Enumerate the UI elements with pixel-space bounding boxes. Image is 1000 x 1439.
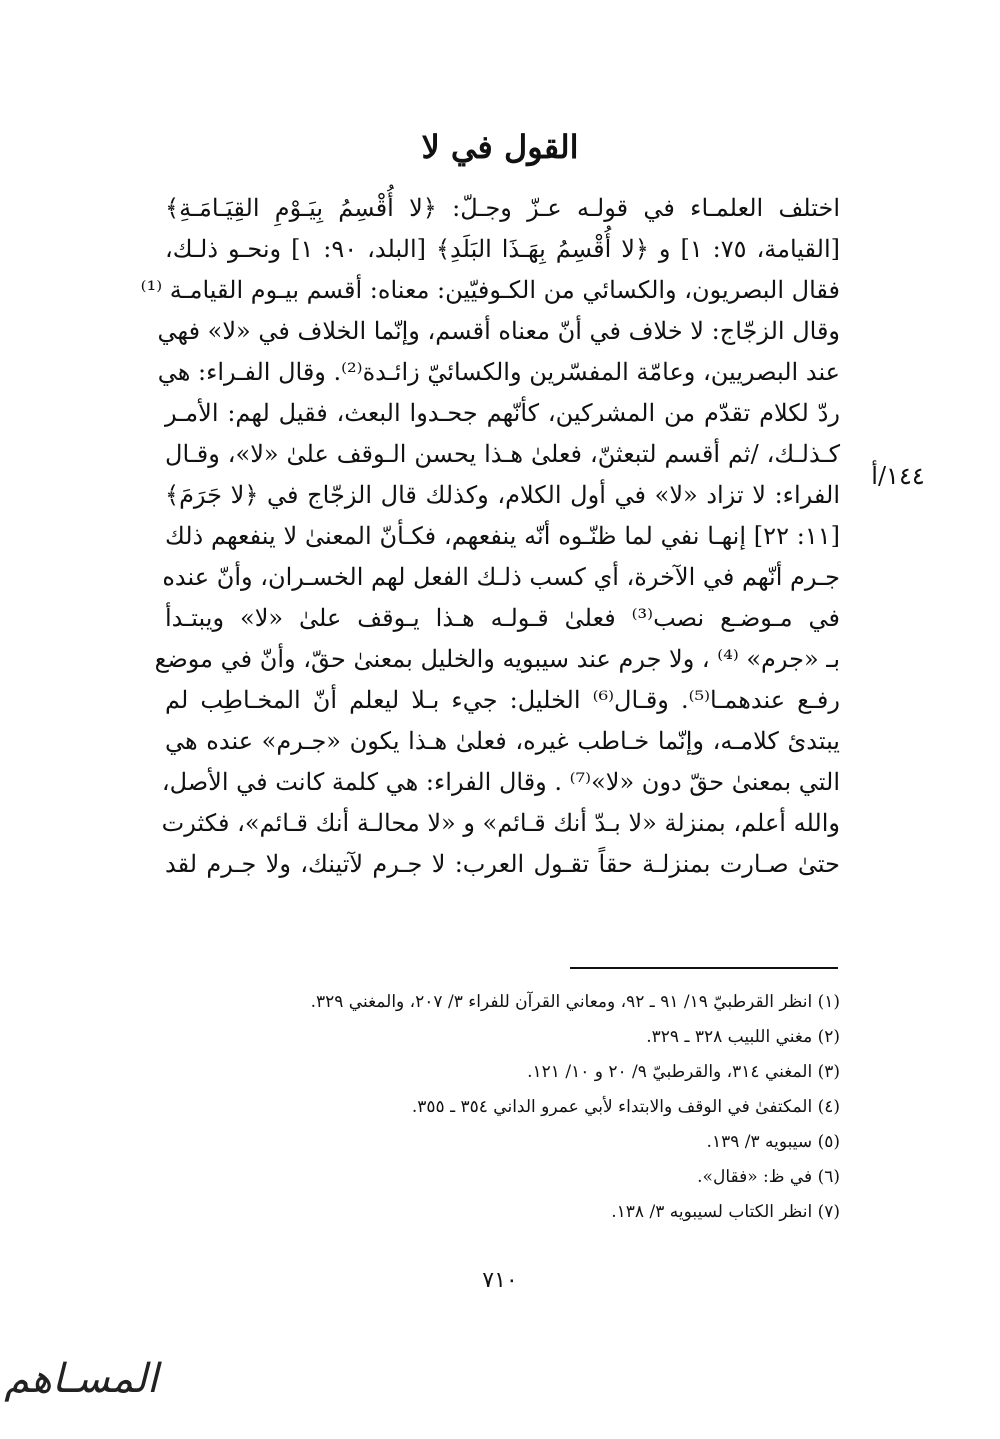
body-line: ردّ لكلام تقدّم من المشركين، كأنّهم جحـدوا البعث، فقيل لهم: الأمـر bbox=[165, 399, 840, 427]
body-line: اختلف العلمـاء في قولـه عـزّ وجـلّ: ﴿لا أُقْسِمُ بِيَـوْمِ القِيَـامَـةِ﴾ bbox=[165, 194, 840, 222]
footnote: (٤) المكتفىٰ في الوقف والابتداء لأبي عمرو الداني ٣٥٤ ـ ٣٥٥. bbox=[411, 1097, 840, 1117]
page-title: القول في لا bbox=[421, 128, 579, 166]
footnote: (٢) مغني اللبيب ٣٢٨ ـ ٣٢٩. bbox=[646, 1027, 840, 1047]
body-line: يبتدئ كلامـه، وإنّما خـاطب غيره، فعلىٰ هـذا يكون «جـرم» عنده هي bbox=[165, 727, 840, 755]
body-text bbox=[140, 188, 841, 885]
footnotes-list bbox=[160, 985, 840, 1230]
body-line: رفـع عندهمـا⁽⁵⁾. وقـال⁽⁶⁾ الخليل: جيء بـلا ليعلم أنّ المخـاطِب لم bbox=[165, 686, 840, 714]
footnote: (٦) في ظ: «فقال». bbox=[697, 1167, 840, 1187]
body-line: عند البصريين، وعامّة المفسّرين والكسائيّ زائـدة⁽²⁾. وقال الفـراء: هي bbox=[157, 358, 840, 386]
footnote: (٥) سيبويه ٣/ ١٣٩. bbox=[706, 1132, 840, 1152]
body-line: كـذلـك، /ثم أقسم لتبعثنّ، فعلىٰ هـذا يحسن الـوقف علىٰ «لا»، وقـال bbox=[165, 440, 840, 468]
body-line: التي بمعنىٰ حقّ دون «لا»⁽⁷⁾ . وقال الفراء: هي كلمة كانت في الأصل، bbox=[161, 768, 840, 796]
stamp-text: المسـاهم bbox=[4, 1356, 158, 1402]
footnote-divider bbox=[570, 967, 838, 969]
body-line: الفراء: لا تزاد «لا» في أول الكلام، وكذلك قال الزجّاج في ﴿لا جَرَمَ﴾ bbox=[165, 481, 840, 509]
page-number: ٧١٠ bbox=[482, 1268, 518, 1293]
body-line: بـ «جرم» ⁽⁴⁾ ، ولا جرم عند سيبويه والخليل بمعنىٰ حقّ، وأنّ في موضع bbox=[154, 645, 840, 673]
footnote: (١) انظر القرطبيّ ١٩/ ٩١ ـ ٩٢، ومعاني القرآن للفراء ٣/ ٢٠٧، والمغني ٣٢٩. bbox=[310, 992, 840, 1012]
body-line: [١١: ٢٢] إنهـا نفي لما ظنّـوه أنّه ينفعهم، فكـأنّ المعنىٰ لا ينفعهم ذلك bbox=[165, 522, 840, 550]
margin-folio-note: ١٤٤/أ bbox=[871, 462, 925, 490]
footnote: (٣) المغني ٣١٤، والقرطبيّ ٩/ ٢٠ و ١٠/ ١٢١. bbox=[527, 1062, 840, 1082]
body-line: [القيامة، ٧٥: ١] و ﴿لا أُقْسِمُ بِهَـذَا البَلَدِ﴾ [البلد، ٩٠: ١] ونحـو ذلـك، bbox=[165, 235, 841, 263]
body-line: في مـوضـع نصب⁽³⁾ فعلىٰ قـولـه هـذا يـوقف علىٰ «لا» ويبتـدأ bbox=[165, 604, 841, 632]
footnote: (٧) انظر الكتاب لسيبويه ٣/ ١٣٨. bbox=[611, 1202, 840, 1222]
body-line: حتىٰ صـارت بمنزلـة حقاً تقـول العرب: لا جـرم لآتينك، ولا جـرم لقد bbox=[165, 850, 841, 878]
body-line: فقال البصريون، والكسائي من الكـوفيّين: معناه: أقسم بيـوم القيامـة ⁽¹⁾ bbox=[140, 276, 840, 304]
body-line: وقال الزجّاج: لا خلاف في أنّ معناه أقسم، وإنّما الخلاف في «لا» فهي bbox=[157, 317, 840, 345]
body-line: والله أعلم، بمنزلة «لا بـدّ أنك قـائم» و «لا محالـة أنك قـائم»، فكثرت bbox=[161, 809, 840, 837]
body-line: جـرم أنّهم في الآخرة، أي كسب ذلـك الفعل لهم الخسـران، وأنّ عنده bbox=[162, 563, 840, 591]
library-stamp-icon bbox=[4, 1350, 158, 1432]
